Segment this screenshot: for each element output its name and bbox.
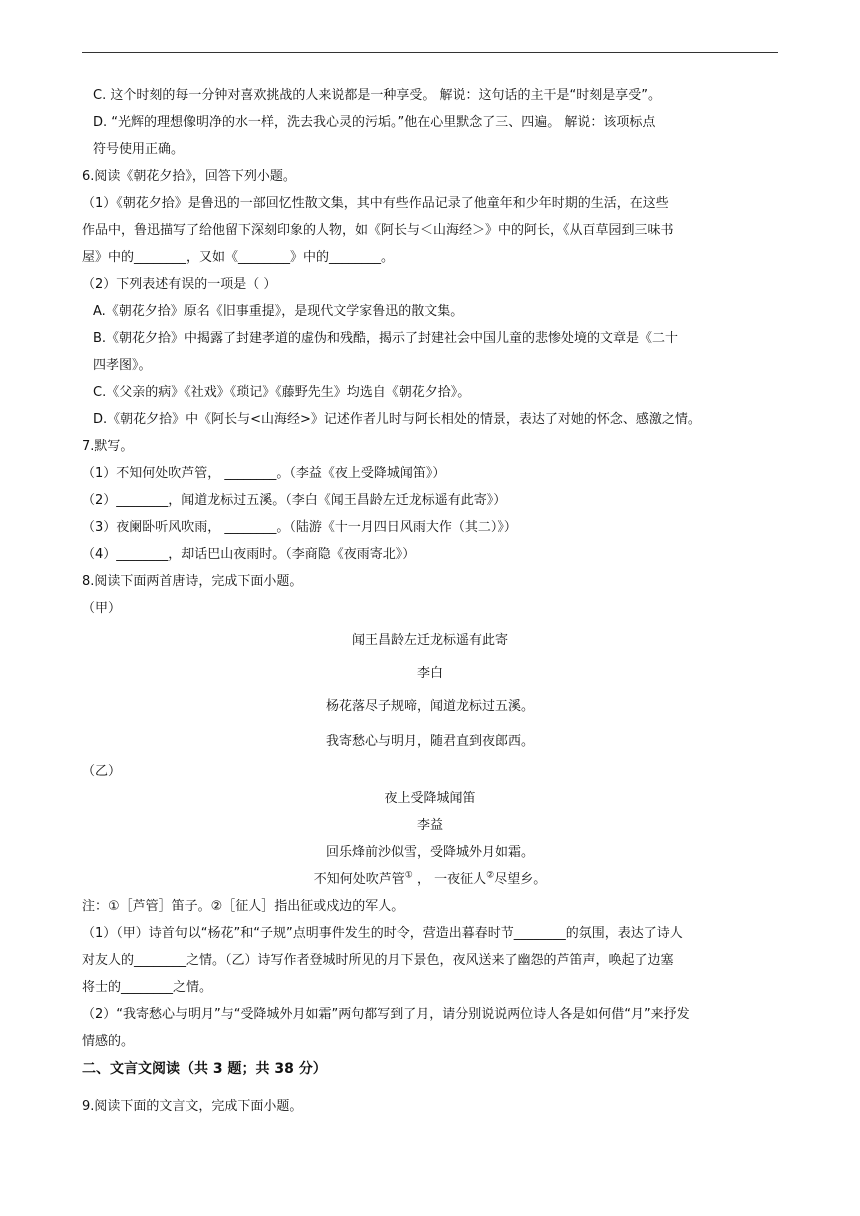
q8-part1-line1: （1）（甲）诗首句以“杨花”和“子规”点明事件发生的时令，营造出暮春时节________的氛围，表达了诗人 xyxy=(82,926,683,941)
q8-part2-line2: 情感的。 xyxy=(82,1034,135,1049)
option-d-line-cont: 符号使用正确。 xyxy=(93,142,185,157)
q8-part1-line2: 对友人的________之情。（乙）诗写作者登城时所见的月下景色，夜风送来了幽怨的芦笛声，唤起了边塞 xyxy=(82,953,674,968)
footnote-marker-1: ① xyxy=(404,870,413,881)
poem-a-line2: 我寄愁心与明月，随君直到夜郎西。 xyxy=(325,734,534,749)
q6-part2-prompt: （2）下列表述有误的一项是（ ） xyxy=(82,277,277,292)
header-rule xyxy=(82,52,778,53)
q7-item-2: （2）________，闻道龙标过五溪。（李白《闻王昌龄左迁龙标遥有此寄》） xyxy=(82,493,507,508)
poem-a-label: （甲） xyxy=(82,601,122,616)
poem-b-label: （乙） xyxy=(82,764,122,779)
q6-part1-line2: 作品中，鲁迅描写了给他留下深刻印象的人物，如《阿长与＜山海经＞》中的阿长，《从百草园到三味书 xyxy=(82,223,674,238)
option-d-line: D. “光辉的理想像明净的水一样，洗去我心灵的污垢。”他在心里默念了三、四遍。 解说：该项标点 xyxy=(93,115,656,130)
q7-item-4: （4）________，却话巴山夜雨时。（李商隐《夜雨寄北》） xyxy=(82,547,416,562)
question-8-title: 8.阅读下面两首唐诗，完成下面小题。 xyxy=(82,574,303,589)
q6-option-b: B.《朝花夕拾》中揭露了封建孝道的虚伪和残酷，揭示了封建社会中国儿童的悲惨处境的文章是《二十 xyxy=(93,331,679,346)
poem-b-line1: 回乐烽前沙似雪，受降城外月如霜。 xyxy=(325,845,534,860)
question-9-title: 9.阅读下面的文言文，完成下面小题。 xyxy=(82,1099,303,1114)
q6-option-b-cont: 四孝图》。 xyxy=(93,358,152,373)
q7-item-3: （3）夜阑卧听风吹雨， ________。（陆游《十一月四日风雨大作（其二）》） xyxy=(82,520,517,535)
poem-b-author: 李益 xyxy=(416,818,443,833)
q8-part1-line3: 将士的________之情。 xyxy=(82,980,213,995)
q7-item-1: （1）不知何处吹芦管， ________。（李益《夜上受降城闻笛》） xyxy=(82,466,446,481)
poem-b-line2-part2: ， 一夜征人 xyxy=(412,872,487,887)
q6-part1-line3: 屋》中的________，又如《________》中的________。 xyxy=(82,250,395,265)
poem-b-line2-part3: 尽望乡。 xyxy=(494,872,547,887)
section-2-heading: 二、文言文阅读（共 3 题；共 38 分） xyxy=(82,1061,327,1077)
q8-part2-line1: （2）“我寄愁心与明月”与“受降城外月如霜”两句都写到了月，请分别说说两位诗人各是如何借“月”来抒发 xyxy=(82,1007,690,1022)
poem-b-line2 xyxy=(0,871,860,889)
poem-a-title: 闻王昌龄左迁龙标遥有此寄 xyxy=(351,633,508,648)
question-7-title: 7.默写。 xyxy=(82,439,134,454)
footnote-marker-2: ② xyxy=(486,870,495,881)
q6-option-a: A.《朝花夕拾》原名《旧事重提》，是现代文学家鲁迅的散文集。 xyxy=(93,304,464,319)
option-c-line: C. 这个时刻的每一分钟对喜欢挑战的人来说都是一种享受。 解说：这句话的主干是“时刻是享受”。 xyxy=(93,88,661,103)
question-6-title: 6.阅读《朝花夕拾》，回答下列小题。 xyxy=(82,169,296,184)
poem-a-author: 李白 xyxy=(416,666,443,681)
q6-option-c: C.《父亲的病》《社戏》《琐记》《藤野先生》均选自《朝花夕拾》。 xyxy=(93,385,471,400)
q6-option-d: D.《朝花夕拾》中《阿长与<山海经>》记述作者儿时与阿长相处的情景，表达了对她的怀念、感激之情。 xyxy=(93,412,701,427)
poem-notes: 注：①［芦管］笛子。②［征人］指出征或戍边的军人。 xyxy=(82,899,405,914)
poem-b-title: 夜上受降城闻笛 xyxy=(384,791,476,806)
poem-a-line1: 杨花落尽子规啼，闻道龙标过五溪。 xyxy=(325,699,534,714)
q6-part1-line1: （1）《朝花夕拾》是鲁迅的一部回忆性散文集，其中有些作品记录了他童年和少年时期的生活，在这些 xyxy=(82,196,669,211)
poem-b-line2-part1: 不知何处吹芦管 xyxy=(313,872,405,887)
